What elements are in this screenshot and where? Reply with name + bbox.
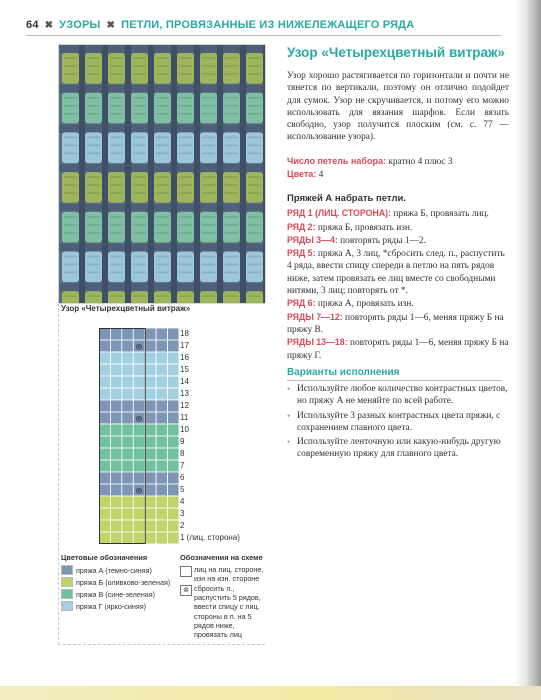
chart-cell bbox=[145, 400, 156, 412]
bullet-icon: • bbox=[287, 384, 291, 394]
variant-text: Используйте ленточную или какую-нибудь другую современную пряжу для главного цвета. bbox=[297, 437, 501, 460]
row-number: 13 bbox=[180, 389, 189, 398]
row-number: 10 bbox=[180, 425, 189, 434]
chart-cell bbox=[99, 520, 110, 532]
chart-cell bbox=[168, 400, 179, 412]
chart-cell bbox=[133, 352, 144, 364]
chart-cell bbox=[133, 424, 144, 436]
chart-cell bbox=[122, 496, 133, 508]
row-text: повторять ряды 1—6, меняя пряжу Б на пряжу Г. bbox=[287, 338, 509, 361]
chart-cell bbox=[110, 520, 121, 532]
chart-cell bbox=[156, 460, 167, 472]
chart-cell bbox=[99, 508, 110, 520]
stitch-count bbox=[287, 155, 509, 168]
chart-cell bbox=[122, 520, 133, 532]
instruction-row bbox=[287, 336, 509, 362]
chart-cell bbox=[110, 364, 121, 376]
drop-stitch-symbol: ⊚ bbox=[135, 414, 143, 425]
chart-cell bbox=[110, 508, 121, 520]
chart-cell bbox=[156, 412, 167, 424]
chart-cell bbox=[145, 412, 156, 424]
chart-cell bbox=[110, 460, 121, 472]
symbol-legend-title: Обозначения на схеме bbox=[180, 553, 263, 562]
chart-cell bbox=[145, 388, 156, 400]
running-header bbox=[26, 17, 506, 33]
chart-cell bbox=[99, 436, 110, 448]
chart-cell bbox=[122, 508, 133, 520]
instruction-row bbox=[287, 247, 509, 297]
drop-stitch-symbol: ⊚ bbox=[135, 342, 143, 353]
header-subsection: ПЕТЛИ, ПРОВЯЗАННЫЕ ИЗ НИЖЕЛЕЖАЩЕГО РЯДА bbox=[121, 19, 415, 31]
bullet-icon: • bbox=[287, 437, 291, 448]
chart-cell bbox=[145, 448, 156, 460]
chart-cell bbox=[110, 484, 121, 496]
chart-cell bbox=[133, 328, 144, 340]
chart-cell bbox=[168, 424, 179, 436]
row-label: РЯД 5: bbox=[287, 248, 316, 259]
chart-cell bbox=[133, 448, 144, 460]
chart-cell bbox=[156, 340, 167, 352]
row-number: 14 bbox=[180, 377, 189, 386]
chart-cell bbox=[110, 424, 121, 436]
row-number: 4 bbox=[180, 497, 185, 506]
chart-cell bbox=[122, 328, 133, 340]
row-text: пряжа Б, провязать лиц. bbox=[393, 209, 489, 220]
chart-cell bbox=[168, 448, 179, 460]
chart-cell bbox=[156, 424, 167, 436]
chart-cell bbox=[110, 532, 121, 544]
colors-label: Цвета: bbox=[287, 169, 317, 179]
chart-cell bbox=[168, 508, 179, 520]
chart-cell bbox=[145, 496, 156, 508]
legend-item bbox=[61, 601, 146, 611]
chart-cell bbox=[99, 364, 110, 376]
chart-cell bbox=[168, 520, 179, 532]
bullet-icon: • bbox=[287, 410, 291, 421]
chart-cell bbox=[122, 400, 133, 412]
row-number: 18 bbox=[180, 329, 189, 338]
chart-cell bbox=[156, 472, 167, 484]
chart-cell bbox=[99, 352, 110, 364]
chart-cell bbox=[99, 376, 110, 388]
swatch-yarn-b bbox=[61, 577, 73, 587]
chart-cell bbox=[133, 532, 144, 544]
chart-cell bbox=[133, 364, 144, 376]
chart-cell bbox=[99, 424, 110, 436]
legend-label: пряжа Б (оливково-зеленая) bbox=[76, 577, 171, 587]
variant-text: Используйте 3 разных контрастных цвета пряжи, с сохранением главного цвета. bbox=[297, 410, 501, 433]
chart-cell bbox=[133, 400, 144, 412]
chart-cell bbox=[122, 388, 133, 400]
variants-list bbox=[287, 383, 509, 463]
chart-cell bbox=[110, 496, 121, 508]
chart-cell bbox=[168, 496, 179, 508]
chart-cell bbox=[168, 340, 179, 352]
chart-cell bbox=[122, 340, 133, 352]
chart-cell bbox=[110, 340, 121, 352]
chart-cell bbox=[122, 460, 133, 472]
chart-cell bbox=[122, 448, 133, 460]
row-number: 12 bbox=[180, 401, 189, 410]
knitted-swatch-photo bbox=[58, 44, 266, 304]
chart-cell bbox=[99, 340, 110, 352]
colors-count bbox=[287, 168, 509, 181]
variants-divider bbox=[287, 380, 502, 381]
chart-cell bbox=[122, 352, 133, 364]
chart-cell bbox=[156, 376, 167, 388]
chart-cell bbox=[145, 352, 156, 364]
chart-cell bbox=[110, 472, 121, 484]
list-item bbox=[287, 383, 509, 408]
swatch-yarn-c bbox=[61, 589, 73, 599]
chart-cell bbox=[133, 508, 144, 520]
header-divider bbox=[26, 35, 501, 36]
chart-cell bbox=[145, 520, 156, 532]
chart-cell bbox=[133, 460, 144, 472]
list-item bbox=[287, 436, 509, 461]
row-label: РЯД 6: bbox=[287, 298, 316, 309]
legend-item bbox=[61, 577, 170, 587]
row-label: РЯДЫ 13—18: bbox=[287, 337, 348, 348]
row-number: 11 bbox=[180, 413, 189, 422]
row-number: 16 bbox=[180, 353, 189, 362]
chart-cell bbox=[133, 496, 144, 508]
chart-cell bbox=[110, 436, 121, 448]
chart-cell bbox=[110, 412, 121, 424]
chart-cell bbox=[156, 436, 167, 448]
chart-cell bbox=[156, 520, 167, 532]
chart-cell bbox=[133, 388, 144, 400]
chart-cell bbox=[99, 448, 110, 460]
chart-cell bbox=[110, 376, 121, 388]
legend-label: пряжа А (темно-синяя) bbox=[76, 565, 152, 575]
header-section: УЗОРЫ bbox=[59, 19, 101, 31]
chart-cell bbox=[99, 484, 110, 496]
chart-title: Узор «Четырехцветный витраж» bbox=[61, 304, 191, 313]
chart-cell bbox=[145, 376, 156, 388]
instruction-row bbox=[287, 297, 509, 310]
chart-cell bbox=[122, 412, 133, 424]
chart-cell bbox=[145, 424, 156, 436]
chart-cell bbox=[156, 448, 167, 460]
variants-title: Варианты исполнения bbox=[287, 367, 400, 378]
symbol-description: лиц на лиц. стороне, изн на изн. стороне bbox=[194, 565, 264, 584]
chart-cell bbox=[133, 520, 144, 532]
stitch-count-label: Число петель набора: bbox=[287, 156, 386, 166]
chart-cell bbox=[168, 352, 179, 364]
chart-cell bbox=[156, 352, 167, 364]
chart-cell bbox=[156, 364, 167, 376]
chart-cell bbox=[156, 328, 167, 340]
row-number: 1 (лиц. сторона) bbox=[180, 533, 240, 542]
chart-cell bbox=[145, 532, 156, 544]
row-number: 6 bbox=[180, 473, 185, 482]
row-number: 15 bbox=[180, 365, 189, 374]
chart-cell bbox=[133, 376, 144, 388]
swatch-yarn-d bbox=[61, 601, 73, 611]
row-number: 9 bbox=[180, 437, 185, 446]
pattern-title: Узор «Четырехцветный витраж» bbox=[287, 45, 506, 60]
page-bottom-edge bbox=[0, 686, 541, 700]
chart-cell bbox=[145, 460, 156, 472]
chart-cell bbox=[145, 328, 156, 340]
chart-cell bbox=[145, 508, 156, 520]
chart-cell bbox=[122, 376, 133, 388]
chart-cell bbox=[168, 388, 179, 400]
row-text: повторять ряды 1—6, меняя пряжу Б на пряжу В. bbox=[287, 312, 504, 335]
chart-cell bbox=[145, 472, 156, 484]
chart-cell bbox=[156, 508, 167, 520]
chart-cell bbox=[99, 400, 110, 412]
instruction-row bbox=[287, 207, 509, 220]
chart-cell bbox=[145, 484, 156, 496]
row-label: РЯД 1 (ЛИЦ. СТОРОНА): bbox=[287, 208, 392, 219]
stitch-count-value: кратно 4 плюс 3 bbox=[388, 157, 453, 167]
chart-cell bbox=[168, 532, 179, 544]
chart-cell bbox=[156, 388, 167, 400]
swatch-yarn-a bbox=[61, 565, 73, 575]
chart-cell bbox=[133, 436, 144, 448]
row-number: 17 bbox=[180, 341, 189, 350]
legend-label: пряжа В (сине-зеленая) bbox=[76, 589, 156, 599]
knit-symbol-icon bbox=[180, 566, 192, 577]
chart-cell bbox=[110, 388, 121, 400]
row-number: 5 bbox=[180, 485, 185, 494]
chart-cell bbox=[156, 400, 167, 412]
chart-cell bbox=[168, 436, 179, 448]
header-separator-icon: ✖ bbox=[106, 19, 116, 31]
chart-cell bbox=[156, 532, 167, 544]
row-label: РЯД 2: bbox=[287, 221, 316, 232]
chart-cell bbox=[168, 484, 179, 496]
chart-cell bbox=[122, 484, 133, 496]
page-spine-shadow bbox=[515, 0, 541, 700]
page-number: 64 bbox=[26, 19, 39, 31]
drop-stitch-symbol: ⊚ bbox=[135, 486, 143, 497]
chart-cell bbox=[110, 328, 121, 340]
header-separator-icon: ✖ bbox=[44, 19, 54, 31]
chart-cell bbox=[133, 472, 144, 484]
chart-cell bbox=[99, 532, 110, 544]
knitting-chart-grid bbox=[99, 328, 179, 544]
pattern-description: Узор хорошо растягивается по горизонтали и почти не тянется по вертикали, поэтому он отлично подойдет для сумок. Узор не скручивается, и потому его можно использовать для вязания шарфов. Если вязать свободно, узор получится плоским (см. с. 77 — использование узора). bbox=[287, 71, 509, 143]
row-number: 7 bbox=[180, 461, 185, 470]
chart-cell bbox=[99, 460, 110, 472]
row-number: 3 bbox=[180, 509, 185, 518]
row-label: РЯДЫ 7—12: bbox=[287, 311, 343, 322]
chart-cell bbox=[99, 412, 110, 424]
chart-cell bbox=[156, 496, 167, 508]
chart-cell bbox=[145, 436, 156, 448]
chart-cell bbox=[145, 340, 156, 352]
instruction-row bbox=[287, 311, 509, 337]
chart-cell bbox=[145, 364, 156, 376]
chart-cell bbox=[110, 448, 121, 460]
row-text: пряжа А, 3 лиц, *сбросить след. п., распустить 4 ряда, ввести спицу спереди в петлю на пять рядов ниже, затем провязать ее лиц вместе со свободными нитями, 3 лиц; повторять от *. bbox=[287, 249, 505, 297]
instruction-row bbox=[287, 221, 509, 234]
symbol-description: сбросить п., распустить 5 рядов, ввести спицу с лиц. стороны в п. на 5 рядов ниже, провязать лиц bbox=[194, 584, 261, 640]
chart-cell bbox=[122, 472, 133, 484]
instruction-row bbox=[287, 234, 509, 247]
chart-cell bbox=[156, 484, 167, 496]
chart-cell bbox=[110, 352, 121, 364]
color-legend-title: Цветовые обозначения bbox=[61, 553, 148, 562]
legend-item bbox=[61, 589, 155, 599]
chart-cell bbox=[110, 400, 121, 412]
chart-cell bbox=[99, 388, 110, 400]
chart-cell bbox=[99, 328, 110, 340]
legend-label: пряжа Г (ярко-синяя) bbox=[76, 601, 147, 611]
instructions-intro: Пряжей А набрать петли. bbox=[287, 193, 406, 204]
row-number: 8 bbox=[180, 449, 185, 458]
row-text: повторять ряды 1—2. bbox=[340, 235, 426, 246]
row-text: пряжа А, провязать изн. bbox=[317, 299, 414, 310]
chart-cell bbox=[122, 436, 133, 448]
chart-cell bbox=[122, 532, 133, 544]
chart-cell bbox=[122, 364, 133, 376]
chart-cell bbox=[168, 472, 179, 484]
drop-stitch-symbol-icon: ⊚ bbox=[180, 585, 192, 596]
row-label: РЯДЫ 3—4: bbox=[287, 234, 338, 245]
row-number: 2 bbox=[180, 521, 185, 530]
chart-cell bbox=[99, 472, 110, 484]
chart-cell bbox=[168, 460, 179, 472]
list-item bbox=[287, 410, 509, 435]
colors-value: 4 bbox=[318, 170, 324, 180]
chart-cell bbox=[168, 328, 179, 340]
chart-cell bbox=[122, 424, 133, 436]
variant-text: Используйте любое количество контрастных цветов, но пряжу А не меняйте по всей работе. bbox=[297, 384, 508, 407]
chart-cell bbox=[168, 364, 179, 376]
chart-cell bbox=[99, 496, 110, 508]
row-text: пряжа Б, провязать изн. bbox=[317, 222, 413, 233]
chart-cell bbox=[168, 376, 179, 388]
chart-cell bbox=[168, 412, 179, 424]
row-instructions bbox=[287, 193, 509, 362]
legend-item bbox=[61, 565, 152, 575]
